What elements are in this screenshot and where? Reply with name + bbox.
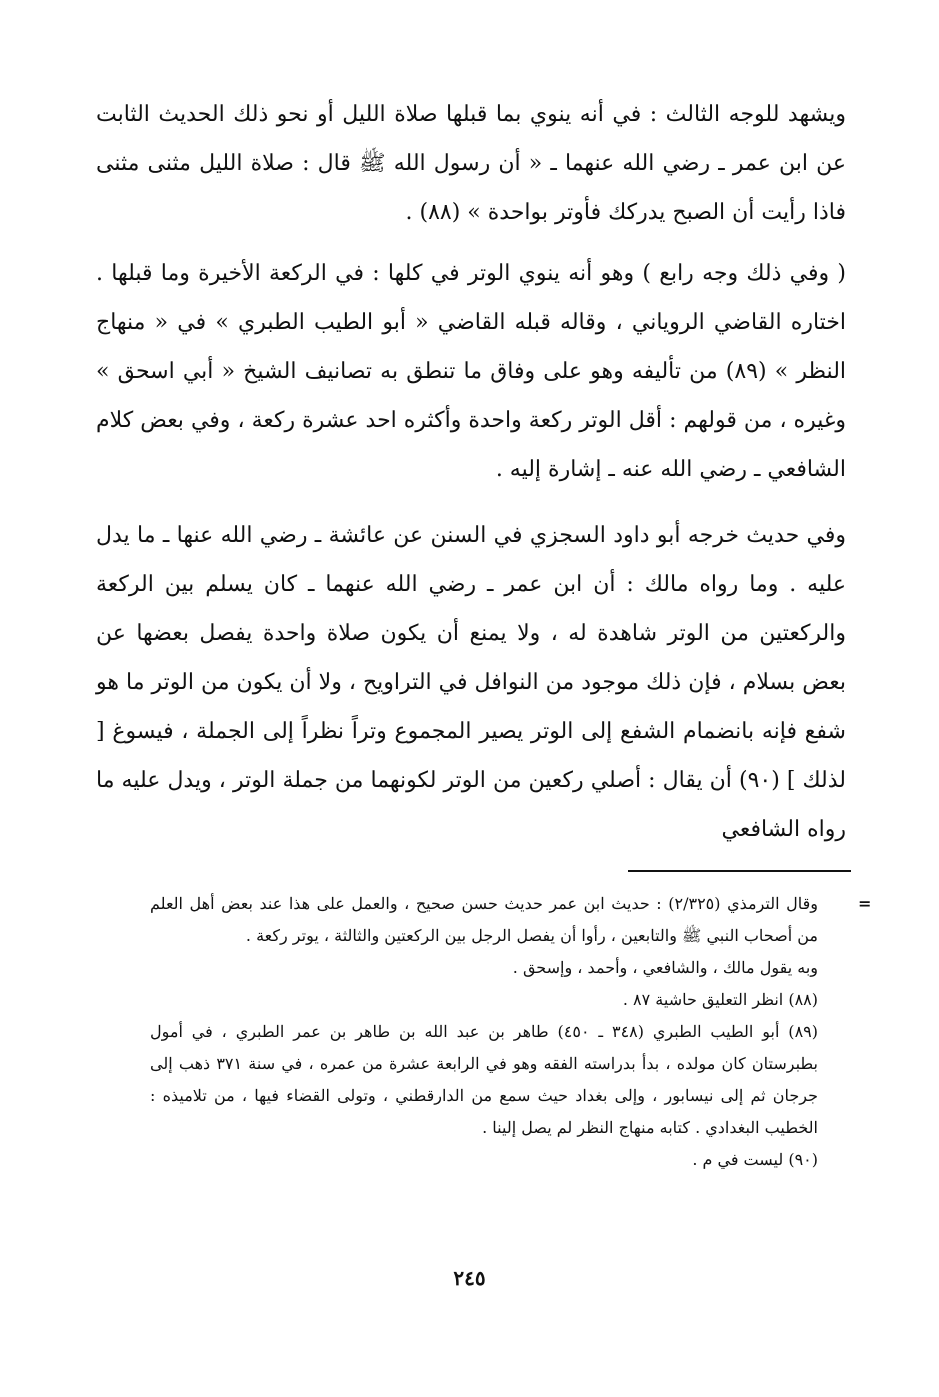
paragraph-2: ( وفي ذلك وجه رابع ) وهو أنه ينوي الوتر في كلها : في الركعة الأخيرة وما قبلها . اختاره القاضي الروياني ، وقاله قبله القاضي « أبو الطيب الطبري » في « منهاج النظر » (٨٩) من تأليفه وهو على وفاق ما تنطق به تصانيف الشيخ « أبي اسحق » وغيره ، من قولهم : أقل الوتر ركعة واحدة وأكثره احد عشرة ركعة ، وفي بعض كلام الشافعي ـ رضي الله عنه ـ إشارة إليه . (96, 261, 847, 482)
footnote-continued: وقال الترمذي (٢/٣٢٥) : حديث ابن عمر حديث حسن صحيح ، والعمل على هذا عند بعض أهل العلم من أصحاب النبي ﷺ والتابعين ، رأوا أن يفصل الرجل بين الركعتين والثالثة ، يوتر ركعة . (150, 894, 818, 945)
paragraph-3: وفي حديث خرجه أبو داود السجزي في السنن عن عائشة ـ رضي الله عنها ـ ما يدل عليه . وما رواه مالك : أن ابن عمر ـ رضي الله عنهما ـ كان يسلم بين الركعة والركعتين من الوتر شاهدة له ، ولا يمنع أن يكون صلاة واحدة يفصل بعضها عن بعض بسلام ، فإن ذلك موجود من النوافل في التراويح ، ولا أن يكون من الوتر ما هو شفع فإنه بانضمام الشفع إلى الوتر يصير المجموع وتراً نظراً إلى الجملة ، فيسوغ [ لذلك ] (٩٠) أن يقال : أصلي ركعين من الوتر لكونهما من جملة الوتر ، ويدل عليه ما رواه الشافعي (96, 523, 846, 842)
main-text-block (96, 90, 846, 854)
paragraph-1: ويشهد للوجه الثالث : في أنه ينوي بما قبلها صلاة الليل أو نحو ذلك الحديث الثابت عن ابن عمر ـ رضي الله عنهما ـ « أن رسول الله ﷺ قال : صلاة الليل مثنى مثنى فاذا رأيت أن الصبح يدركك فأوتر بواحدة » (٨٨) . (96, 102, 846, 225)
footnote-90: (٩٠) ليست في م . (692, 1150, 818, 1169)
footnotes-block (150, 888, 846, 1176)
page-number: ٢٤٥ (453, 1266, 486, 1290)
footnote-line: وبه يقول مالك ، والشافعي ، وأحمد ، وإسحق . (512, 958, 818, 977)
footnote-separator-rule (628, 870, 851, 872)
footnote-89: (٨٩) أبو الطيب الطبري (٣٤٨ ـ ٤٥٠) طاهر بن عبد الله بن طاهر بن عمر الطبري ، في أمول بطبرستان كان مولده ، بدأ بدراسته الفقه وهو في الرابعة عشرة من عمره ، في سنة ٣٧١ ذهب إلى جرجان ثم إلى نيسابور ، وإلى بغداد حيث سمع من الدارقطني ، وتولى القضاء فيها ، من تلاميذه : الخطيب البغدادي . كتابه منهاج النظر لم يصل إلينا . (150, 1022, 818, 1137)
footnote-continuation-mark: = (858, 894, 872, 913)
footnote-88: (٨٨) انظر التعليق حاشية ٨٧ . (622, 990, 818, 1009)
